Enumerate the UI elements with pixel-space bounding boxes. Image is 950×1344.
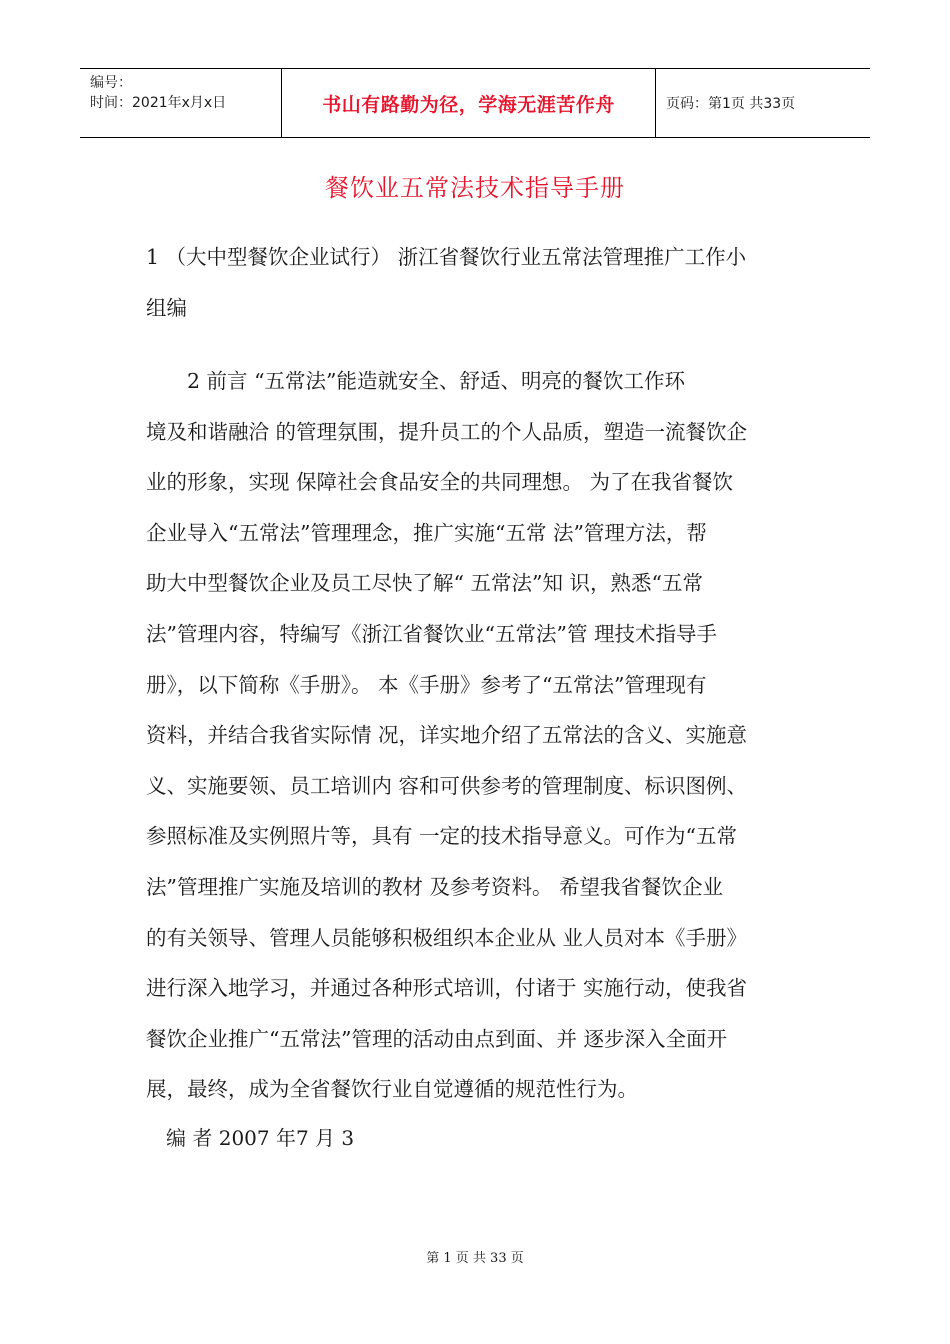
preface-line: 2 前言 “五常法”能造就安全、舒适、明亮的餐饮工作环	[146, 369, 686, 393]
header-motto-cell	[282, 69, 656, 137]
preface-line: 进行深入地学习，并通过各种形式培训，付诸于 实施行动，使我省	[146, 976, 748, 1001]
preface-line: 义、实施要领、员工培训内 容和可供参考的管理制度、标识图例、	[146, 773, 748, 798]
editor-signature-line: 编 者 2007 年7 月 3	[166, 1126, 355, 1150]
header-motto: 书山有路勤为径，学海无涯苦作舟	[322, 93, 615, 116]
header-page-info: 页码：第1页 共33页	[666, 96, 796, 112]
preface-line: 的有关领导、管理人员能够积极组织本企业从 业人员对本《手册》	[146, 925, 748, 950]
preface-line: 册》，以下简称《手册》。 本《手册》参考了“五常法”管理现有	[146, 672, 707, 697]
preface-line: 参照标准及实例照片等，具有 一定的技术指导意义。可作为“五常	[146, 824, 737, 849]
document-title: 餐饮业五常法技术指导手册	[325, 174, 625, 202]
intro-paragraph	[146, 232, 806, 333]
preface-line: 助大中型餐饮企业及员工尽快了解“ 五常法”知 识，熟悉“五常	[146, 571, 703, 596]
preface-line: 业的形象，实现 保障社会食品安全的共同理想。 为了在我省餐饮	[146, 470, 734, 495]
preface-line: 法”管理内容，特编写《浙江省餐饮业“五常法”管 理技术指导手	[146, 621, 717, 646]
intro-line: 1 （大中型餐饮企业试行） 浙江省餐饮行业五常法管理推广工作小	[146, 245, 747, 269]
preface-line: 企业导入“五常法”管理理念，推广实施“五常 法”管理方法，帮	[146, 520, 707, 545]
preface-line: 餐饮企业推广“五常法”管理的活动由点到面、并 逐步深入全面开	[146, 1026, 727, 1051]
header-page-cell	[656, 69, 870, 137]
document-time-label: 时间：2021年x月x日	[90, 95, 227, 111]
preface-line: 资料，并结合我省实际情 况，详实地介绍了五常法的含义、实施意	[146, 723, 748, 748]
preface-paragraph	[146, 356, 806, 1115]
preface-line: 展，最终，成为全省餐饮行业自觉遵循的规范性行为。	[146, 1077, 638, 1102]
header-table	[80, 68, 870, 138]
preface-line: 法”管理推广实施及培训的教材 及参考资料。 希望我省餐饮企业	[146, 874, 724, 899]
preface-line: 境及和谐融洽 的管理氛围，提升员工的个人品质，塑造一流餐饮企	[146, 419, 748, 444]
header-meta-cell	[80, 69, 282, 137]
page-footer: 第 1 页 共 33 页	[426, 1251, 524, 1266]
document-number-label: 编号：	[90, 75, 132, 91]
intro-line: 组编	[146, 295, 187, 320]
